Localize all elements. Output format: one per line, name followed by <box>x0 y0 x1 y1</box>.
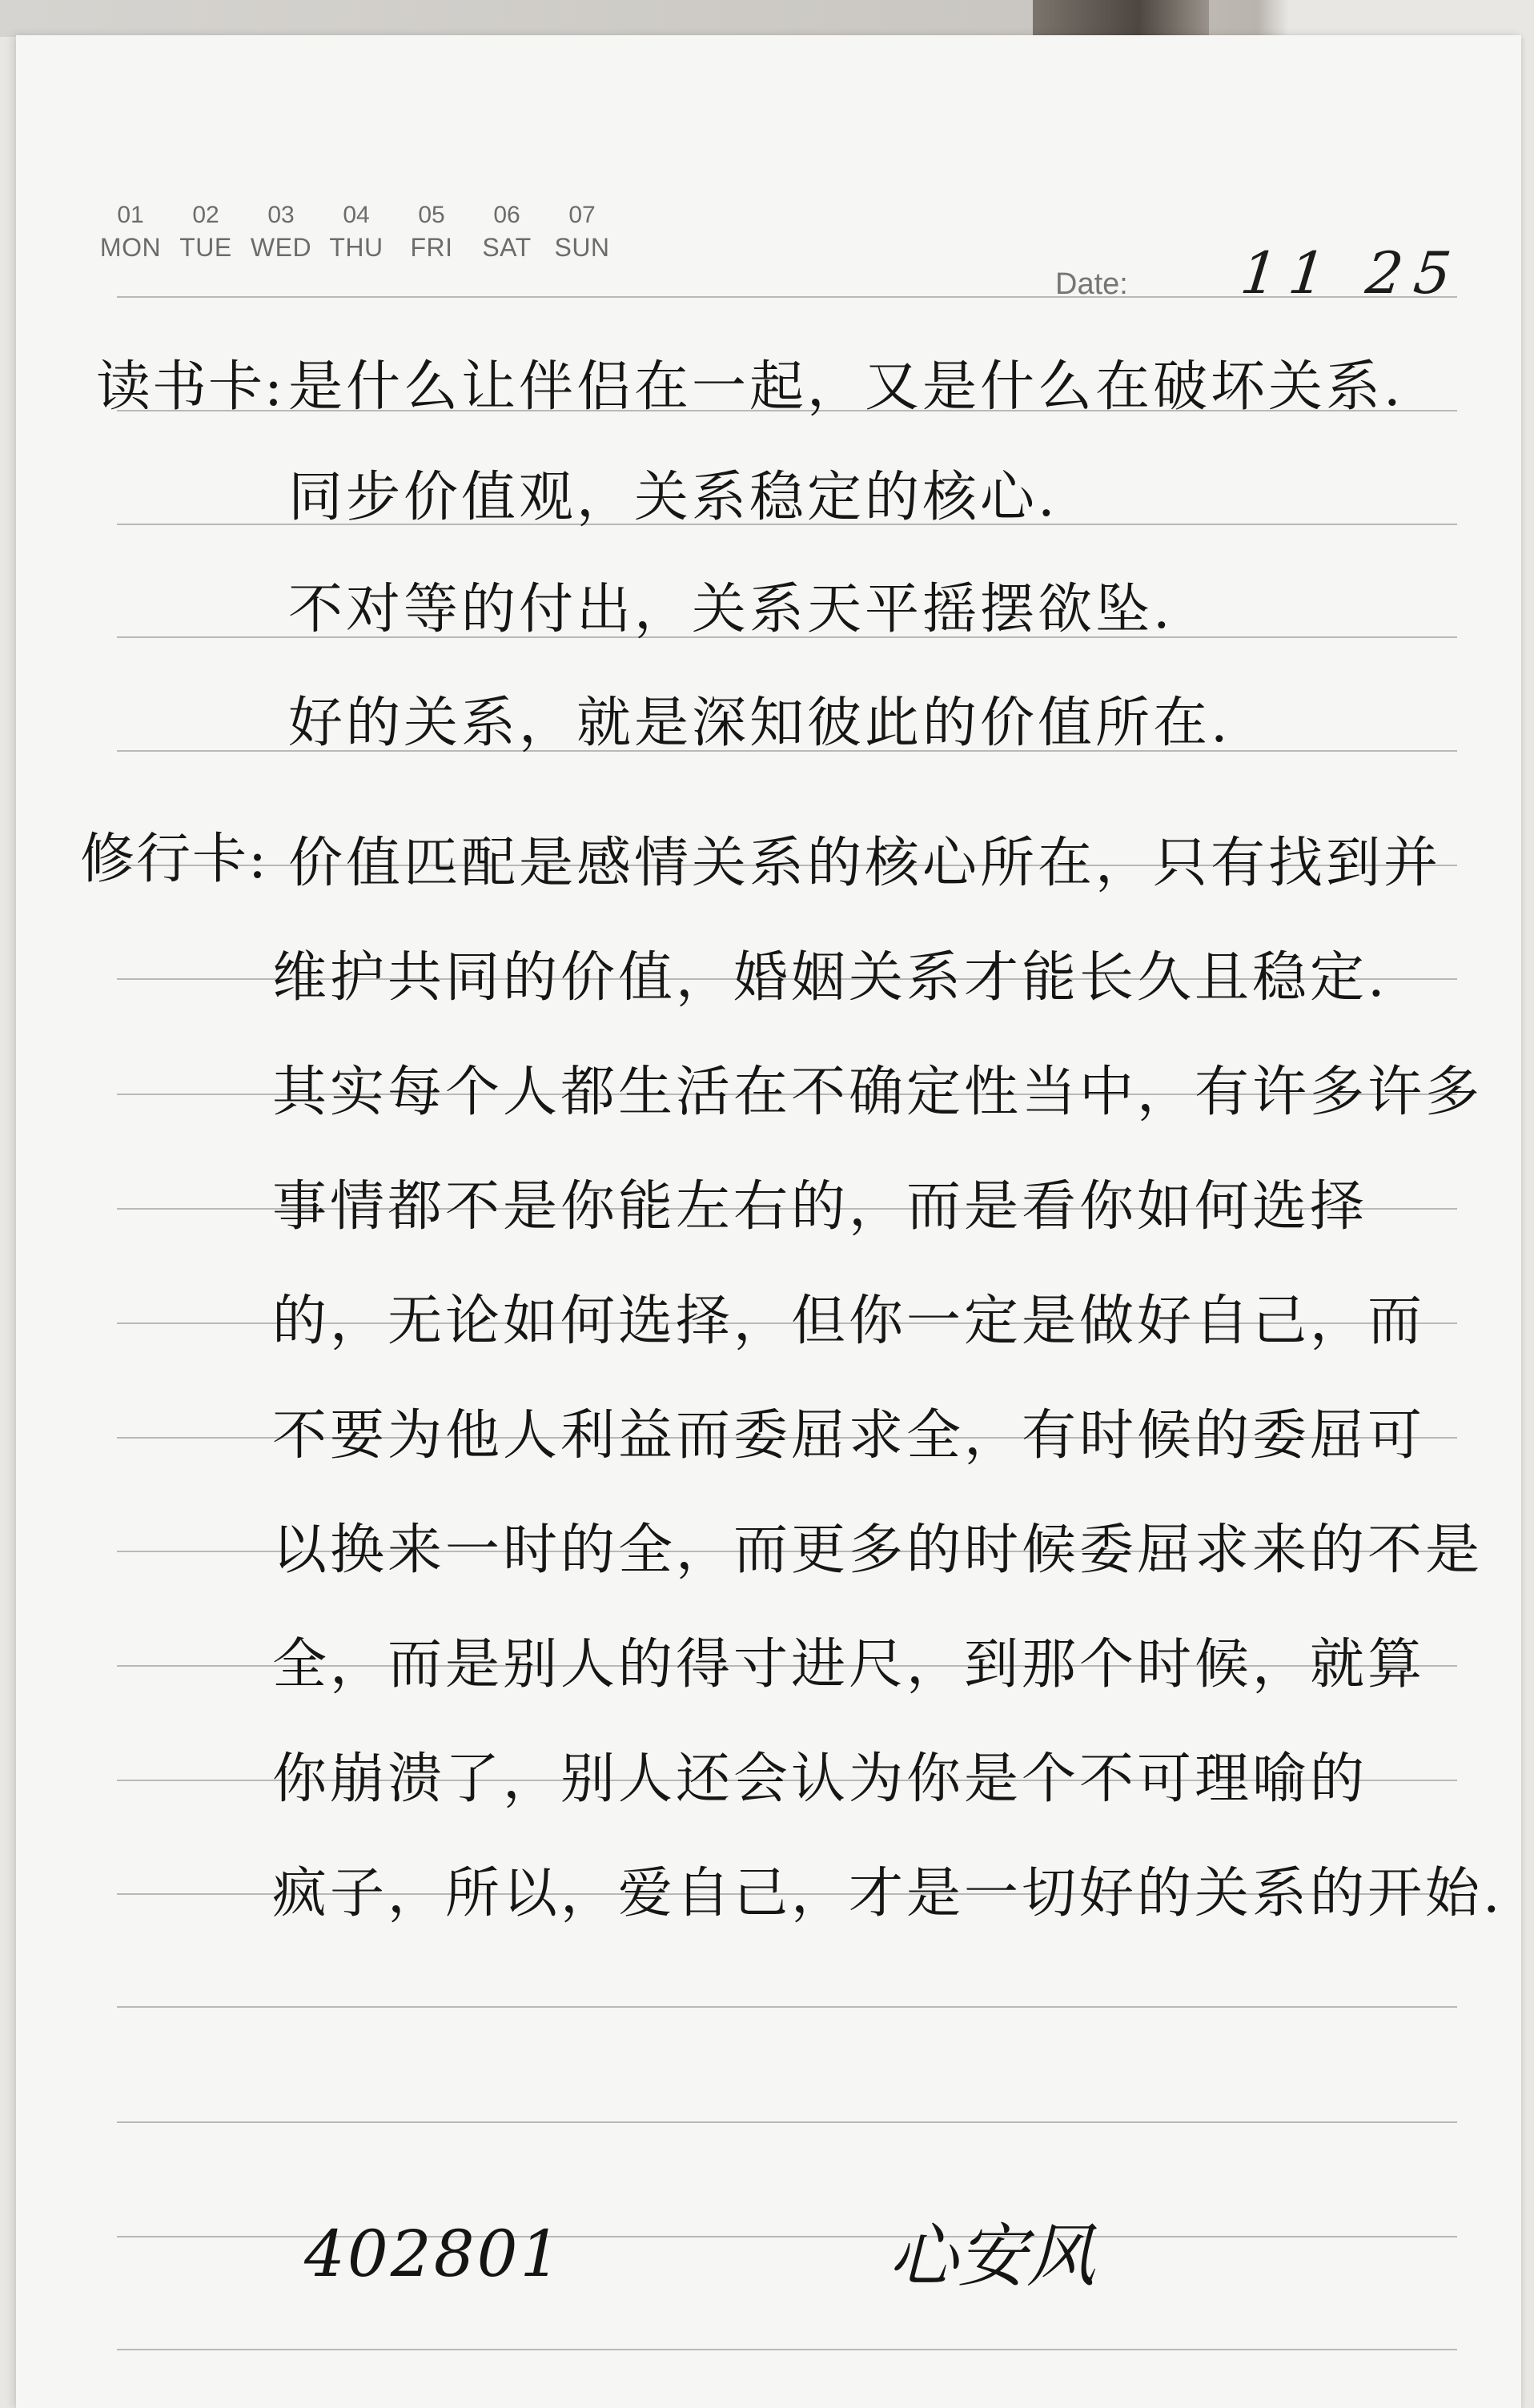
signature-name: 心安风 <box>889 2217 1095 2297</box>
note-line: 价值匹配是感情关系的核心所在，只有找到并 <box>288 832 1442 895</box>
weekday-name: TUE <box>179 233 232 262</box>
weekday-name: THU <box>329 233 384 262</box>
note-line: 同步价值观，关系稳定的核心. <box>288 466 1058 529</box>
weekday-number: 04 <box>343 202 370 228</box>
note-line: 其实每个人都生活在不确定性当中，有许多许多 <box>272 1061 1484 1124</box>
weekday-thu <box>322 199 391 263</box>
note-line: 的，无论如何选择，但你一定是做好自己，而 <box>272 1290 1426 1353</box>
note-line: 是什么让伴侣在一起，又是什么在破坏关系. <box>288 355 1404 419</box>
weekday-name: WED <box>250 233 312 262</box>
weekday-name: SAT <box>482 233 532 262</box>
weekday-sun <box>548 199 616 263</box>
weekday-number: 06 <box>493 202 520 228</box>
weekday-number: 03 <box>267 202 295 228</box>
ruled-line <box>117 2006 1457 2008</box>
weekday-number: 07 <box>568 202 596 228</box>
note-line: 以换来一时的全，而更多的时候委屈求来的不是 <box>272 1519 1484 1582</box>
practice-card-label: 修行卡: <box>80 828 268 891</box>
ruled-line <box>117 2121 1457 2123</box>
weekday-number: 05 <box>418 202 445 228</box>
weekday-number: 02 <box>192 202 219 228</box>
note-line: 你崩溃了，别人还会认为你是个不可理喻的 <box>272 1748 1368 1811</box>
weekday-name: MON <box>99 233 162 262</box>
signature-number: 402801 <box>304 2217 564 2291</box>
weekday-name: FRI <box>410 233 453 262</box>
weekday-wed <box>247 199 315 263</box>
notebook-page <box>16 35 1521 2408</box>
weekday-mon <box>96 199 165 263</box>
ruled-line <box>117 296 1457 298</box>
note-line: 事情都不是你能左右的，而是看你如何选择 <box>272 1175 1368 1238</box>
ruled-line <box>117 2349 1457 2350</box>
background-object <box>1033 0 1209 35</box>
weekday-fri <box>397 199 466 263</box>
weekday-sat <box>472 199 541 263</box>
note-line: 不要为他人利益而委屈求全，有时候的委屈可 <box>272 1404 1426 1467</box>
reading-card-label: 读书卡: <box>96 355 284 419</box>
note-line: 好的关系，就是深知彼此的价值所在. <box>288 692 1231 755</box>
note-line: 不对等的付出，关系天平摇摆欲坠. <box>288 578 1174 641</box>
note-line: 维护共同的价值，婚姻关系才能长久且稳定. <box>272 946 1388 1009</box>
weekday-name: SUN <box>554 233 610 262</box>
note-line: 疯子，所以，爱自己，才是一切好的关系的开始. <box>272 1862 1504 1925</box>
weekday-header <box>96 199 616 263</box>
date-label: Date: <box>1055 267 1128 301</box>
photo-background-strip <box>0 0 1534 37</box>
weekday-number: 01 <box>117 202 144 228</box>
weekday-tue <box>171 199 240 263</box>
note-line: 全，而是别人的得寸进尺，到那个时候，就算 <box>272 1633 1426 1696</box>
date-value: 11 25 <box>1237 239 1466 307</box>
